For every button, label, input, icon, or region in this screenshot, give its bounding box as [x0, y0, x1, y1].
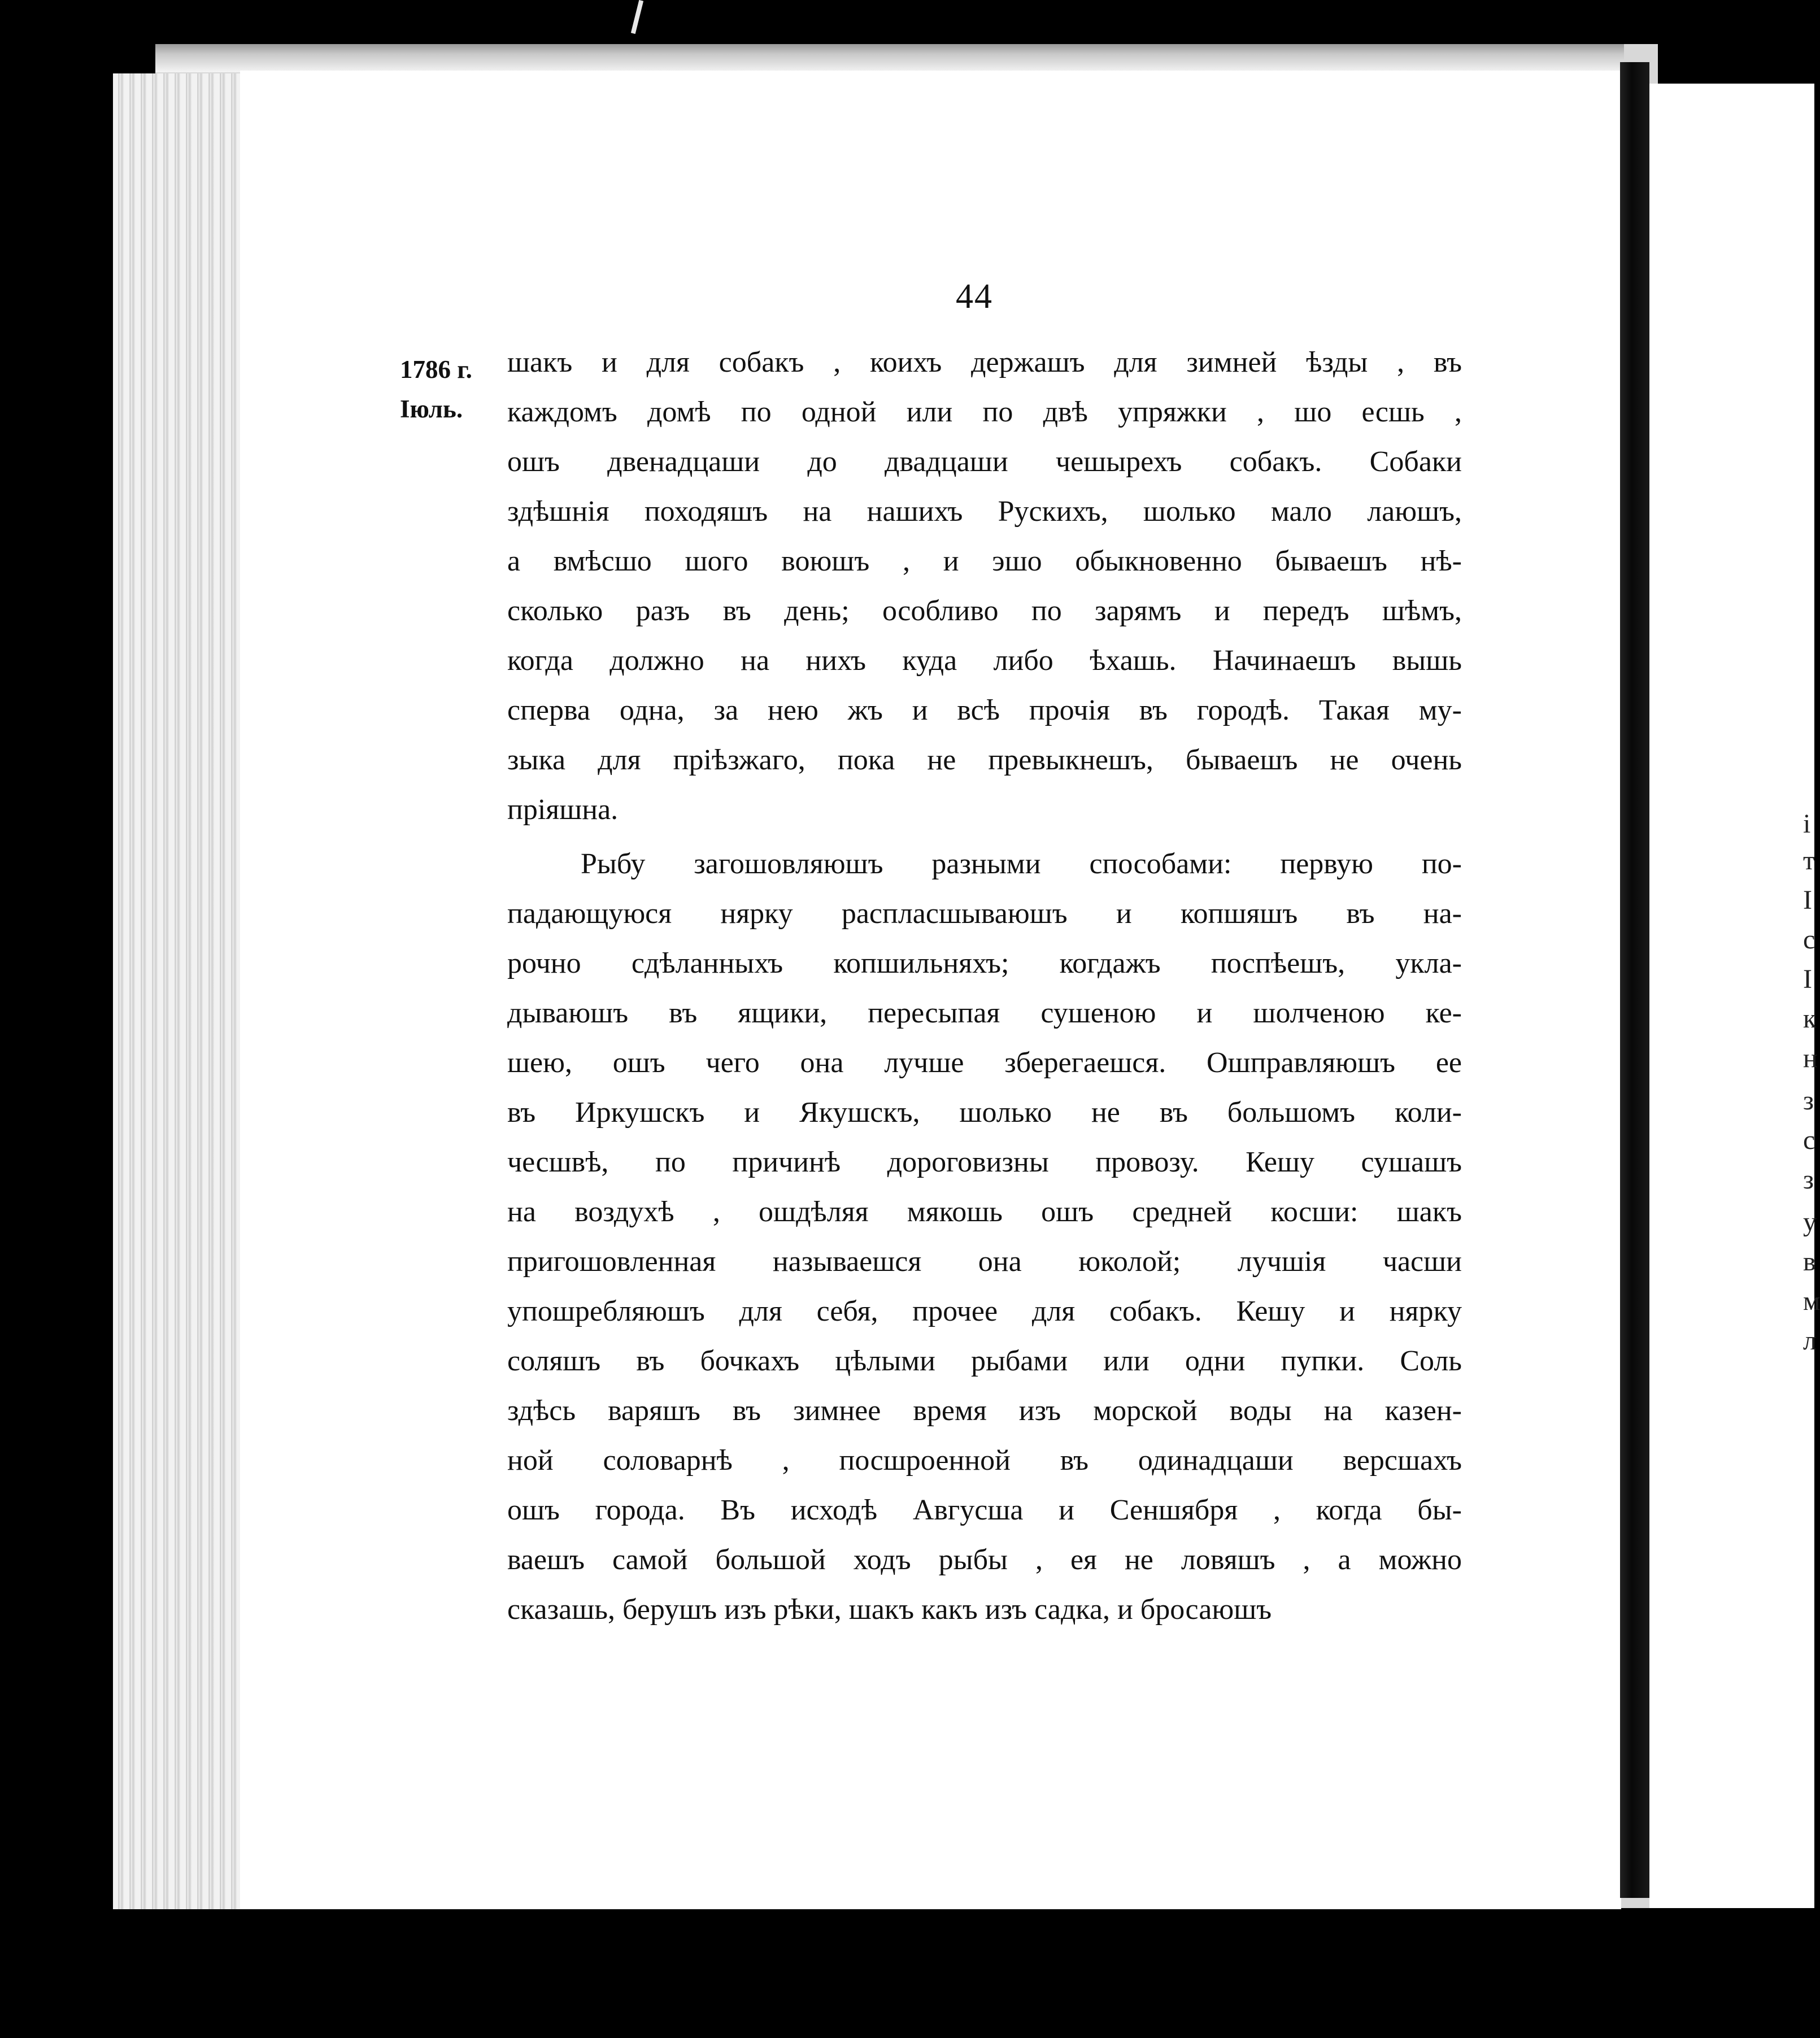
next-page-text-fragment: л — [1803, 1326, 1817, 1356]
text-line: ошъ города. Въ исходѣ Авгусша и Сеншября , когда бы- — [507, 1494, 1462, 1526]
next-page-text-fragment: у — [1803, 1207, 1817, 1237]
next-page-text-fragment: з — [1803, 1086, 1814, 1116]
text-line: когда должно на нихъ куда либо ѣхашь. Начинаешъ вышь — [507, 645, 1462, 677]
text-line: на воздухѣ , ошдѣляя мякошь ошъ средней косши: шакъ — [507, 1196, 1462, 1228]
text-line: дываюшъ въ ящики, пересыпая сушеною и шолченою ке- — [507, 997, 1462, 1029]
text-line: здѣшнія походяшъ на нашихъ Рускихъ, шолько мало лаюшъ, — [507, 495, 1462, 528]
next-page-text-fragment: к — [1803, 1004, 1817, 1034]
text-line: въ Иркушскъ и Якушскъ, шолько не въ большомъ коли- — [507, 1096, 1462, 1129]
text-line: рочно сдѣланныхъ копшильняхъ; когдажъ поспѣешъ, укла- — [507, 947, 1462, 979]
page-edges — [113, 73, 246, 1909]
text-line: а вмѣсшо шого воюшъ , и эшо обыкновенно бываешъ нѣ- — [507, 545, 1462, 577]
text-line: сказашь, берушъ изъ рѣки, шакъ какъ изъ садка, и бросаюшъ — [507, 1593, 1272, 1626]
text-line: ошъ двенадцаши до двадцаши чешырехъ собакъ. Собаки — [507, 446, 1462, 478]
next-page-sliver — [1649, 84, 1820, 1908]
text-line: Рыбу загошовляюшъ разными способами: первую по- — [581, 848, 1462, 880]
text-line: ной соловарнѣ , посшроенной въ одинадцаши версшахъ — [507, 1444, 1462, 1477]
next-page-text-fragment: м — [1803, 1286, 1820, 1316]
book-top-edge — [155, 44, 1624, 72]
text-line: шакъ и для собакъ , коихъ держашъ для зимней ѣзды , въ — [507, 346, 1462, 378]
text-line: чесшвѣ, по причинѣ дороговизны провозу. Кешу сушашъ — [507, 1146, 1462, 1178]
text-line: сколько разъ въ день; особливо по зарямъ и передъ шѣмъ, — [507, 595, 1462, 627]
next-page-text-fragment: I — [1803, 885, 1812, 915]
scan-tick-mark — [631, 0, 643, 34]
next-page-text-fragment: н — [1803, 1043, 1818, 1073]
text-line: зыка для пріѣзжаго, пока не превыкнешъ, бываешъ не очень — [507, 744, 1462, 776]
next-page-text-fragment: с — [1803, 1125, 1815, 1155]
text-line: пріяшна. — [507, 794, 619, 826]
text-line: падающуюся нярку распласшываюшъ и копшяшъ въ на- — [507, 898, 1462, 930]
next-page-text-fragment: і — [1803, 809, 1811, 839]
next-page-text-fragment: в — [1803, 1247, 1816, 1277]
page-number: 44 — [956, 277, 993, 316]
next-page-text-fragment: з — [1803, 1165, 1814, 1195]
text-line: шею, ошъ чего она лучше зберегаешся. Ошправляюшъ ее — [507, 1047, 1462, 1079]
text-line: пригошовленная называешся она юколой; лучшія часши — [507, 1246, 1462, 1278]
text-line: упошребляюшъ для себя, прочее для собакъ. Кешу и нярку — [507, 1295, 1462, 1327]
text-line: сперва одна, за нею жъ и всѣ прочія въ городѣ. Такая му- — [507, 694, 1462, 726]
marginal-month: Іюль. — [400, 395, 463, 423]
text-line: каждомъ домѣ по одной или по двѣ упряжки , шо есшь , — [507, 396, 1462, 428]
next-page-text-fragment: т — [1803, 846, 1815, 876]
text-line: ваешъ самой большой ходъ рыбы , ея не ловяшъ , а можно — [507, 1544, 1462, 1576]
book-gutter — [1620, 62, 1649, 1898]
marginal-year: 1786 г. — [400, 355, 472, 384]
text-line: соляшъ въ бочкахъ цѣлыми рыбами или одни пупки. Соль — [507, 1345, 1462, 1377]
body-text — [507, 338, 1462, 1635]
next-page-text-fragment: I — [1803, 964, 1812, 994]
next-page-text-fragment: c — [1803, 925, 1815, 955]
text-line: здѣсь варяшъ въ зимнее время изъ морской воды на казен- — [507, 1395, 1462, 1427]
paragraph-gap — [507, 835, 1462, 839]
